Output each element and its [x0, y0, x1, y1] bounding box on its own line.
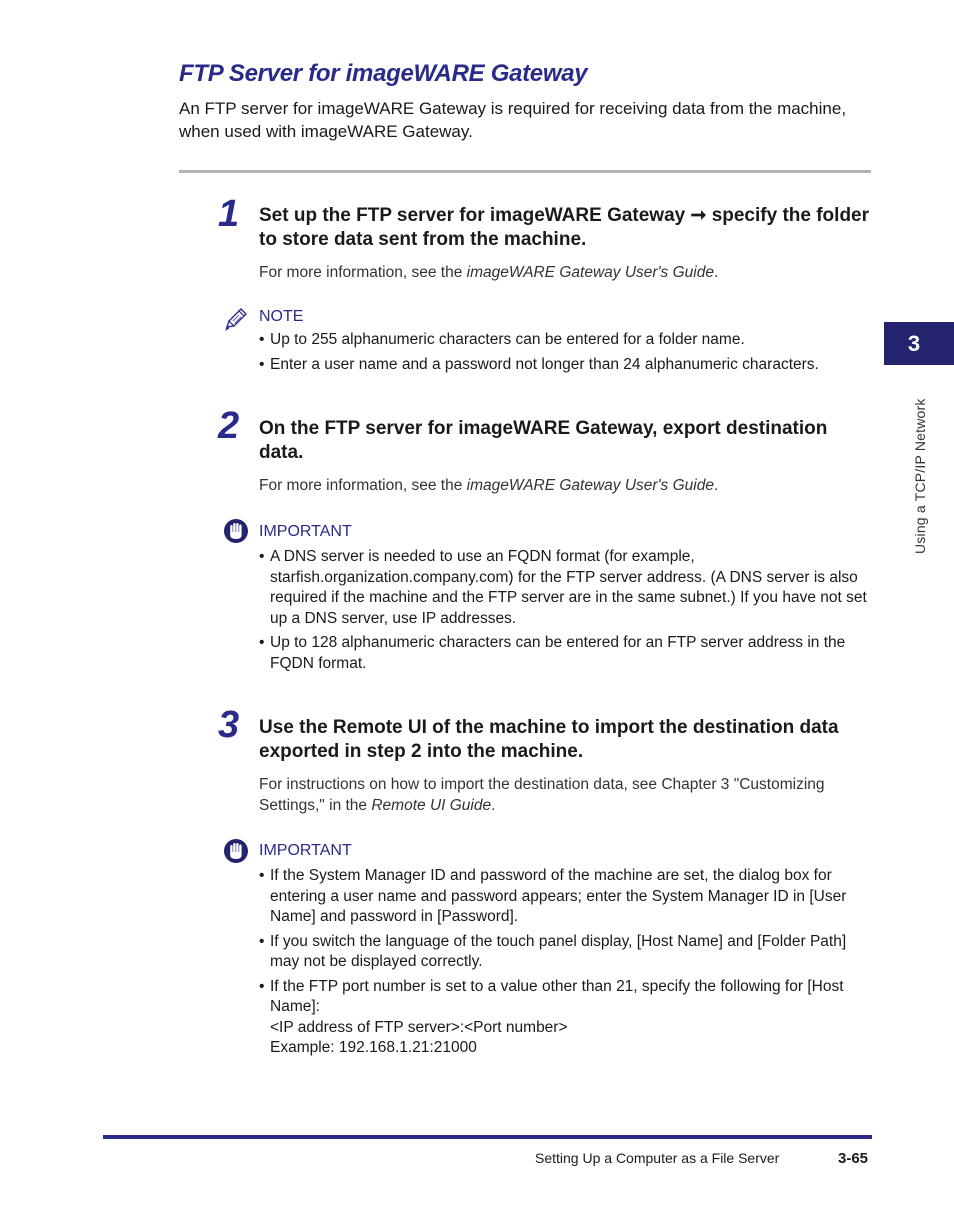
list-item: • If you switch the language of the touch panel display, [Host Name] and [Folder Path] may not be displayed correctly. [259, 932, 871, 973]
raised-hand-icon [223, 518, 249, 544]
section-title: FTP Server for imageWARE Gateway [179, 60, 588, 87]
step-2-guide-reference: imageWARE Gateway User's Guide [466, 477, 714, 494]
list-item: • Up to 128 alphanumeric characters can be entered for an FTP server address in the FQDN format. [259, 633, 871, 674]
chapter-tab [884, 322, 954, 365]
step-3-guide-reference: Remote UI Guide [371, 797, 492, 814]
section-divider [179, 170, 871, 173]
pencil-icon [223, 306, 249, 332]
step-3-desc-text: For instructions on how to import the destination data, see Chapter 3 "Customizing Settings," in the [259, 776, 825, 814]
step-3-number: 3 [218, 704, 240, 746]
step-2-title: On the FTP server for imageWARE Gateway, export destination data. [259, 418, 828, 463]
page-number: 3-65 [838, 1150, 869, 1167]
step-1-number: 1 [218, 193, 240, 235]
chapter-number: 3 [907, 331, 921, 356]
list-item: • Up to 255 alphanumeric characters can be entered for a folder name. [259, 330, 871, 351]
raised-hand-icon [223, 838, 249, 864]
host-name-example: Example: 192.168.1.21:21000 [270, 1039, 477, 1056]
step-2-desc-text: For more information, see the [259, 477, 467, 494]
step-1-desc-end: . [713, 264, 719, 281]
step-2-description [259, 475, 871, 496]
note-label: NOTE [259, 308, 304, 325]
footer-divider [103, 1135, 872, 1139]
chapter-label: Using a TCP/IP Network [912, 398, 928, 554]
list-item: • A DNS server is needed to use an FQDN format (for example, starfish.organization.company.com) for the FTP server address. (A DNS server is also required if the machine and the FTP server are in the same subnet.) If you have not set up a DNS server, use IP addresses. [259, 547, 871, 629]
note-list [259, 330, 871, 379]
important-label: IMPORTANT [259, 842, 352, 859]
step-1-description [259, 262, 871, 283]
step-1-desc-text: For more information, see the [259, 264, 467, 281]
step-2-desc-end: . [713, 477, 719, 494]
footer-title: Setting Up a Computer as a File Server [535, 1150, 780, 1166]
important-list [259, 547, 871, 678]
port-instruction: • If the FTP port number is set to a value other than 21, specify the following for [Host Name]: [270, 977, 844, 1015]
step-3-desc-end: . [491, 797, 496, 814]
host-name-format: <IP address of FTP server>:<Port number> [270, 1018, 568, 1036]
section-intro: An FTP server for imageWARE Gateway is required for receiving data from the machine, when used with imageWARE Gateway. [179, 99, 847, 141]
step-3-description [259, 774, 871, 816]
list-item: • Enter a user name and a password not longer than 24 alphanumeric characters. [259, 355, 871, 376]
list-item: • If the System Manager ID and password of the machine are set, the dialog box for entering a user name and password appears; enter the System Manager ID in [User Name] and password in [Password]. [259, 866, 871, 928]
important-list [259, 866, 871, 1063]
list-item [259, 977, 871, 1059]
step-1-title: Set up the FTP server for imageWARE Gateway ➞ specify the folder to store data sent from the machine. [259, 205, 870, 250]
step-3-title: Use the Remote UI of the machine to import the destination data exported in step 2 into the machine. [259, 717, 839, 762]
step-2-number: 2 [218, 405, 240, 447]
step-1-guide-reference: imageWARE Gateway User's Guide [466, 264, 714, 281]
important-label: IMPORTANT [259, 523, 352, 540]
